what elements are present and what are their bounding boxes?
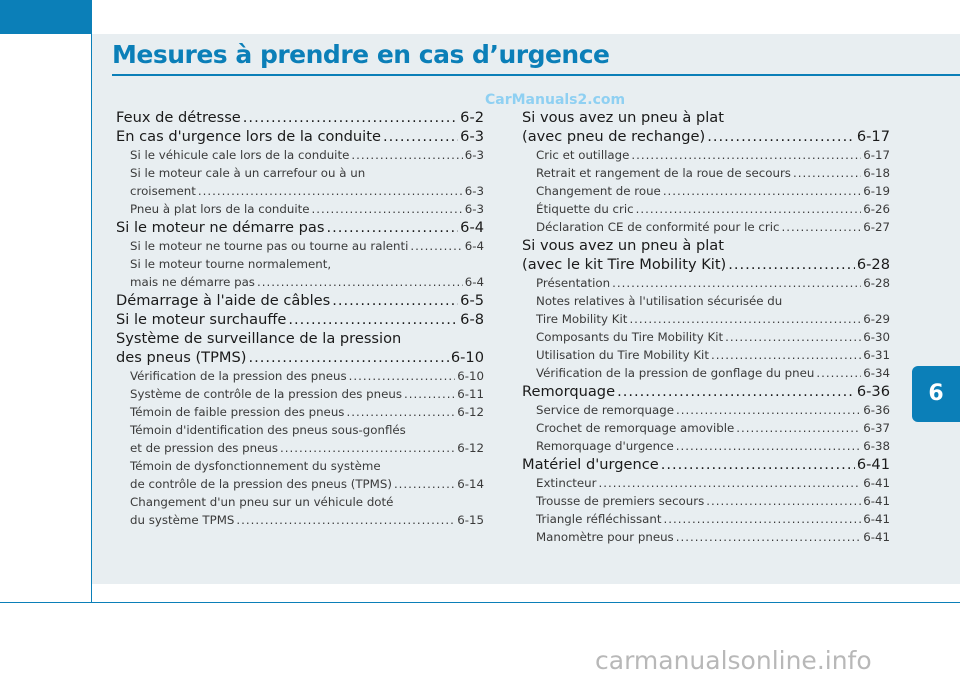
toc-entry-title: Matériel d'urgence <box>522 456 659 473</box>
toc-page-number: 6-4 <box>460 219 484 236</box>
toc-entry-title: Trousse de premiers secours <box>536 494 705 508</box>
title-underline <box>112 74 960 76</box>
toc-entry-title: Déclaration CE de conformité pour le cric <box>536 220 780 234</box>
toc-page-number: 6-28 <box>863 276 890 290</box>
toc-entry-line: Changement d'un pneu sur un véhicule doté <box>130 495 394 509</box>
toc-subsection-entry[interactable] <box>522 492 890 510</box>
watermark-top: CarManuals2.com <box>485 92 626 108</box>
toc-page-number: 6-12 <box>457 405 484 419</box>
toc-entry-first-line <box>116 421 484 439</box>
toc-section-entry[interactable] <box>522 382 890 401</box>
toc-leader-dots <box>410 237 462 255</box>
toc-page-number: 6-19 <box>863 184 890 198</box>
toc-subsection-entry[interactable] <box>116 511 484 529</box>
toc-page-number: 6-4 <box>464 275 484 289</box>
toc-leader-dots <box>326 219 458 237</box>
toc-page-number: 6-15 <box>457 513 484 527</box>
toc-page-number: 6-3 <box>464 202 484 216</box>
toc-subsection-entry[interactable] <box>522 200 890 218</box>
toc-subsection-entry[interactable] <box>522 364 890 382</box>
toc-entry-title: Cric et outillage <box>536 148 630 162</box>
toc-leader-dots <box>736 419 861 437</box>
toc-entry-title: Composants du Tire Mobility Kit <box>536 330 724 344</box>
toc-entry-title: Retrait et rangement de la roue de secours <box>536 166 791 180</box>
toc-entry-first-line <box>116 329 484 348</box>
toc-section-entry[interactable] <box>116 108 484 127</box>
toc-subsection-entry[interactable] <box>522 346 890 364</box>
toc-leader-dots <box>676 401 861 419</box>
toc-entry-title: du système TPMS <box>130 513 235 527</box>
toc-subsection-entry[interactable] <box>116 146 484 164</box>
toc-leader-dots <box>599 474 862 492</box>
toc-entry-title: Utilisation du Tire Mobility Kit <box>536 348 709 362</box>
toc-leader-dots <box>706 492 861 510</box>
toc-leader-dots <box>612 274 861 292</box>
toc-entry-line: Si vous avez un pneu à plat <box>522 237 724 254</box>
toc-section-entry[interactable] <box>116 310 484 329</box>
toc-leader-dots <box>198 182 463 200</box>
toc-leader-dots <box>663 182 861 200</box>
toc-entry-title: Étiquette du cric <box>536 202 634 216</box>
toc-entry-line: Si vous avez un pneu à plat <box>522 109 724 126</box>
toc-subsection-entry[interactable] <box>116 385 484 403</box>
toc-subsection-entry[interactable] <box>522 274 890 292</box>
toc-entry-title: Manomètre pour pneus <box>536 530 674 544</box>
toc-subsection-entry[interactable] <box>522 218 890 236</box>
watermark-bottom: carmanualsonline.info <box>595 646 872 675</box>
toc-page-number: 6-41 <box>863 476 890 490</box>
toc-entry-title: et de pression des pneus <box>130 441 278 455</box>
toc-leader-dots <box>312 200 463 218</box>
toc-page-number: 6-18 <box>863 166 890 180</box>
chapter-tab[interactable]: 6 <box>912 366 960 422</box>
toc-leader-dots <box>394 475 455 493</box>
toc-leader-dots <box>288 311 458 329</box>
toc-leader-dots <box>676 437 861 455</box>
toc-page-number: 6-30 <box>863 330 890 344</box>
toc-page-number: 6-36 <box>856 383 890 400</box>
toc-leader-dots <box>257 273 463 291</box>
toc-page-number: 6-31 <box>863 348 890 362</box>
toc-leader-dots <box>236 511 455 529</box>
toc-entry-title: Vérification de la pression des pneus <box>130 369 347 383</box>
toc-page-number: 6-41 <box>863 494 890 508</box>
toc-entry-first-line <box>116 457 484 475</box>
page-title: Mesures à prendre en cas d’urgence <box>112 40 610 69</box>
toc-entry-first-line <box>522 108 890 127</box>
toc-subsection-entry[interactable] <box>116 475 484 493</box>
toc-leader-dots <box>349 367 456 385</box>
toc-leader-dots <box>661 456 855 474</box>
toc-subsection-entry[interactable] <box>522 164 890 182</box>
header-accent-strip <box>0 0 92 34</box>
toc-entry-line: Système de surveillance de la pression <box>116 330 402 347</box>
toc-entry-title: Extincteur <box>536 476 597 490</box>
toc-page-number: 6-34 <box>863 366 890 380</box>
toc-entry-title: croisement <box>130 184 196 198</box>
toc-entry-first-line <box>522 236 890 255</box>
toc-leader-dots <box>404 385 455 403</box>
toc-page-number: 6-2 <box>460 109 484 126</box>
toc-leader-dots <box>663 510 861 528</box>
toc-subsection-entry[interactable] <box>522 401 890 419</box>
toc-page-number: 6-3 <box>464 184 484 198</box>
toc-entry-title: Remorquage <box>522 383 616 400</box>
toc-page-number: 6-5 <box>460 292 484 309</box>
toc-leader-dots <box>629 310 861 328</box>
toc-leader-dots <box>816 364 861 382</box>
toc-page-number: 6-41 <box>863 512 890 526</box>
toc-leader-dots <box>617 383 855 401</box>
left-margin-rule <box>91 34 92 602</box>
top-bar <box>0 0 960 34</box>
toc-section-entry[interactable] <box>522 255 890 274</box>
toc-subsection-entry[interactable] <box>522 310 890 328</box>
toc-entry-title: Pneu à plat lors de la conduite <box>130 202 310 216</box>
toc-leader-dots <box>248 349 448 367</box>
toc-subsection-entry[interactable] <box>522 182 890 200</box>
toc-page-number: 6-38 <box>863 439 890 453</box>
toc-entry-title: des pneus (TPMS) <box>116 349 247 366</box>
toc-entry-title: (avec le kit Tire Mobility Kit) <box>522 256 727 273</box>
toc-leader-dots <box>725 328 861 346</box>
toc-section-entry[interactable] <box>116 218 484 237</box>
toc-entry-title: mais ne démarre pas <box>130 275 255 289</box>
toc-entry-title: Tire Mobility Kit <box>536 312 628 326</box>
toc-page-number: 6-3 <box>464 148 484 162</box>
toc-subsection-entry[interactable] <box>116 367 484 385</box>
toc-page-number: 6-10 <box>457 369 484 383</box>
toc-page-number: 6-10 <box>450 349 484 366</box>
toc-entry-line: Témoin d'identification des pneus sous-gonflés <box>130 423 406 437</box>
toc-page-number: 6-17 <box>863 148 890 162</box>
toc-subsection-entry[interactable] <box>522 146 890 164</box>
toc-entry-title: de contrôle de la pression des pneus (TPMS) <box>130 477 392 491</box>
toc-page-number: 6-11 <box>457 387 484 401</box>
toc-subsection-entry[interactable] <box>116 273 484 291</box>
toc-subsection-entry[interactable] <box>522 328 890 346</box>
toc-leader-dots <box>781 218 861 236</box>
toc-entry-title: Crochet de remorquage amovible <box>536 421 735 435</box>
toc-page-number: 6-8 <box>460 311 484 328</box>
toc-entry-title: Triangle réfléchissant <box>536 512 662 526</box>
toc-subsection-entry[interactable] <box>116 182 484 200</box>
toc-section-entry[interactable] <box>522 127 890 146</box>
toc-page-number: 6-17 <box>856 128 890 145</box>
toc-entry-title: Feux de détresse <box>116 109 241 126</box>
toc-entry-title: (avec pneu de rechange) <box>522 128 706 145</box>
toc-leader-dots <box>793 164 861 182</box>
toc-page-number: 6-28 <box>856 256 890 273</box>
toc-page-number: 6-27 <box>863 220 890 234</box>
toc-entry-first-line <box>522 292 890 310</box>
toc-leader-dots <box>707 128 855 146</box>
toc-entry-line: Si le moteur cale à un carrefour ou à un <box>130 166 366 180</box>
toc-entry-title: En cas d'urgence lors de la conduite <box>116 128 381 145</box>
bottom-rule <box>0 602 960 603</box>
toc-subsection-entry[interactable] <box>522 419 890 437</box>
toc-entry-line: Témoin de dysfonctionnement du système <box>130 459 381 473</box>
toc-page-number: 6-29 <box>863 312 890 326</box>
toc-section-entry[interactable] <box>116 348 484 367</box>
toc-section-entry[interactable] <box>116 127 484 146</box>
toc-leader-dots <box>243 109 458 127</box>
toc-entry-title: Si le moteur surchauffe <box>116 311 287 328</box>
toc-subsection-entry[interactable] <box>522 528 890 546</box>
toc-subsection-entry[interactable] <box>116 200 484 218</box>
toc-leader-dots <box>332 292 458 310</box>
toc-entry-first-line <box>116 255 484 273</box>
toc-leader-dots <box>728 256 855 274</box>
toc-page-number: 6-26 <box>863 202 890 216</box>
toc-leader-dots <box>383 128 458 146</box>
toc-entry-title: Service de remorquage <box>536 403 674 417</box>
toc-leader-dots <box>711 346 861 364</box>
toc-leader-dots <box>631 146 861 164</box>
toc-entry-first-line <box>116 164 484 182</box>
toc-page-number: 6-3 <box>460 128 484 145</box>
toc-leader-dots <box>676 528 862 546</box>
toc-subsection-entry[interactable] <box>522 474 890 492</box>
toc-leader-dots <box>280 439 455 457</box>
toc-page-number: 6-41 <box>856 456 890 473</box>
toc-right-column <box>522 108 890 546</box>
toc-entry-title: Témoin de faible pression des pneus <box>130 405 345 419</box>
toc-entry-title: Système de contrôle de la pression des pneus <box>130 387 402 401</box>
toc-entry-title: Changement de roue <box>536 184 661 198</box>
toc-section-entry[interactable] <box>522 455 890 474</box>
toc-entry-title: Présentation <box>536 276 611 290</box>
toc-entry-line: Si le moteur tourne normalement, <box>130 257 332 271</box>
toc-page-number: 6-36 <box>863 403 890 417</box>
toc-leader-dots <box>346 403 455 421</box>
toc-left-column <box>116 108 484 529</box>
toc-page-number: 6-37 <box>863 421 890 435</box>
toc-entry-first-line <box>116 493 484 511</box>
toc-leader-dots <box>351 146 462 164</box>
toc-page-number: 6-41 <box>863 530 890 544</box>
toc-page-number: 6-12 <box>457 441 484 455</box>
toc-entry-line: Notes relatives à l'utilisation sécurisée du <box>536 294 783 308</box>
toc-leader-dots <box>636 200 862 218</box>
toc-entry-title: Si le véhicule cale lors de la conduite <box>130 148 350 162</box>
toc-page-number: 6-4 <box>464 239 484 253</box>
toc-subsection-entry[interactable] <box>116 403 484 421</box>
toc-subsection-entry[interactable] <box>522 510 890 528</box>
toc-page-number: 6-14 <box>457 477 484 491</box>
toc-subsection-entry[interactable] <box>116 237 484 255</box>
toc-subsection-entry[interactable] <box>116 439 484 457</box>
toc-entry-title: Vérification de la pression de gonflage du pneu <box>536 366 815 380</box>
toc-entry-title: Remorquage d'urgence <box>536 439 674 453</box>
toc-entry-title: Démarrage à l'aide de câbles <box>116 292 331 309</box>
toc-subsection-entry[interactable] <box>522 437 890 455</box>
toc-entry-title: Si le moteur ne démarre pas <box>116 219 325 236</box>
toc-entry-title: Si le moteur ne tourne pas ou tourne au ralenti <box>130 239 409 253</box>
toc-section-entry[interactable] <box>116 291 484 310</box>
